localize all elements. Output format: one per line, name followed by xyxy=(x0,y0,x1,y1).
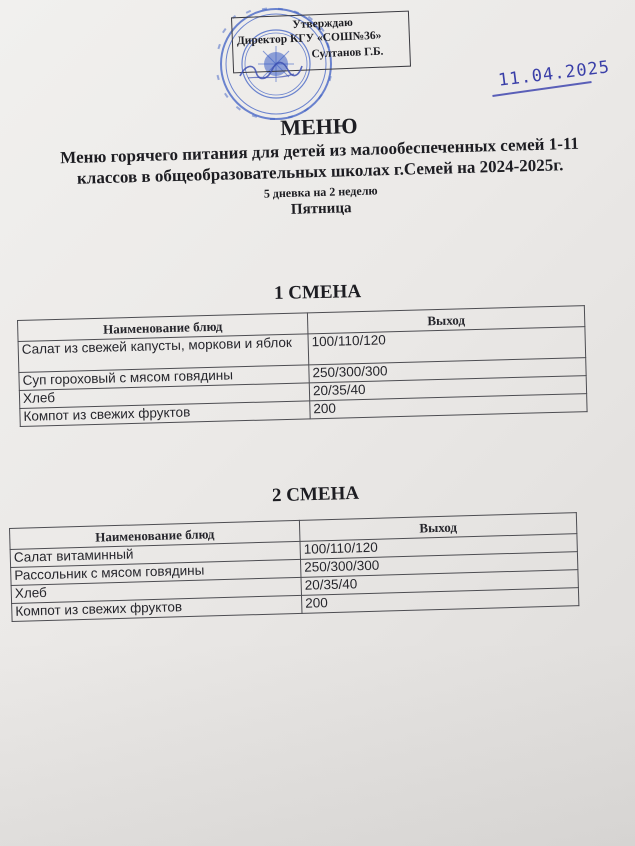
approval-line-3: Султанов Г.Б. xyxy=(311,45,384,61)
yield-cell: 200 xyxy=(310,394,587,419)
dish-cell: Компот из свежих фруктов xyxy=(12,595,302,621)
menu-description: Меню горячего питания для детей из малообеспеченных семей 1-11 классов в общеобразовательных школах г.Семей на 2024-2025г. xyxy=(59,133,580,188)
dish-cell: Хлеб xyxy=(19,383,309,409)
yield-cell: 100/110/120 xyxy=(300,534,577,560)
yield-cell: 200 xyxy=(301,588,578,614)
yield-cell: 20/35/40 xyxy=(309,376,586,401)
column-header-yield: Выход xyxy=(307,306,584,334)
dish-cell: Салат витаминный xyxy=(10,541,300,567)
shift-1-table xyxy=(17,305,588,427)
signature-icon xyxy=(236,56,306,86)
shift-2-title: 2 СМЕНА xyxy=(271,482,360,507)
column-header-yield: Выход xyxy=(299,513,576,542)
yield-cell: 100/110/120 xyxy=(308,327,586,365)
handwritten-date: 11.04.2025 xyxy=(497,57,612,91)
column-header-dish: Наименование блюд xyxy=(10,520,300,549)
yield-cell: 250/300/300 xyxy=(300,552,577,578)
day-label: Пятница xyxy=(290,200,352,218)
week-label: 5 дневка на 2 неделю xyxy=(263,183,378,201)
dish-cell: Компот из свежих фруктов xyxy=(20,401,310,427)
dish-cell: Хлеб xyxy=(11,577,301,603)
approval-line-1: Утверждаю xyxy=(292,16,354,32)
paper-shadow xyxy=(0,640,635,846)
title-block xyxy=(19,106,622,227)
dish-cell: Рассольник с мясом говядины xyxy=(11,559,301,585)
yield-cell: 250/300/300 xyxy=(309,358,586,383)
shift-1-title: 1 СМЕНА xyxy=(273,281,362,304)
dish-cell: Салат из свежей капусты, моркови и яблок xyxy=(18,334,309,373)
column-header-dish: Наименование блюд xyxy=(18,313,308,342)
approval-line-2: Директор КГУ «СОШ№36» xyxy=(236,29,382,48)
shift-2-table xyxy=(9,512,579,622)
dish-cell: Суп гороховый с мясом говядины xyxy=(19,365,309,391)
yield-cell: 20/35/40 xyxy=(301,570,578,596)
page-title: МЕНЮ xyxy=(279,112,358,141)
